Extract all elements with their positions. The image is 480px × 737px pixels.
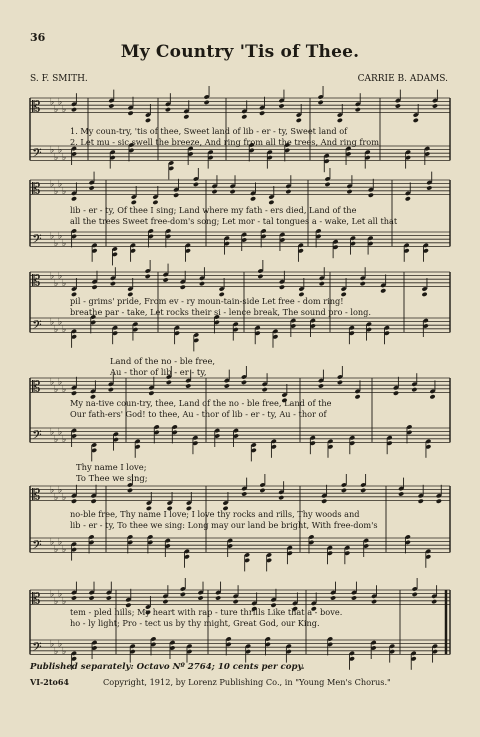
lyric-line: lib - er - ty, To thee we sing: Long may our land be bright, With free-dom's [70,520,378,530]
lyric-line: tem - pled hills; My heart with rap - ture thrills Like that a - bove. [70,607,343,617]
note-head [71,391,77,396]
note-head [337,118,343,123]
note-head [341,488,347,493]
flat-sign: ♭ [62,152,67,163]
flat-sign: ♭ [62,384,67,395]
upper-part-lyric: Thy name I love; [76,462,147,472]
flat-sign: ♭ [54,492,59,503]
upper-part-lyric: To Thee we sing; [76,473,148,483]
note-head [337,380,343,385]
flat-sign: ♭ [58,271,63,282]
flat-sign: ♭ [62,324,67,335]
note-head [250,196,256,201]
lyric-line: 2. Let mu - sic swell the breeze, And ring from all the trees, And ring from [70,137,379,147]
note-head [71,595,77,600]
upper-part-lyric: Land of the no - ble free, [110,356,216,366]
lyric-line: breathe par - take, Let rocks their si - lence break, The sound pro - long. [70,307,372,317]
note-head [262,387,268,392]
note-head [71,499,77,504]
flat-sign: ♭ [58,231,63,242]
note-head [241,491,247,496]
tenor-clef: 𝄡 [32,271,41,290]
song-title: My Country 'Tis of Thee. [120,42,360,62]
tenor-clef: 𝄡 [32,485,41,504]
note-head [431,599,437,604]
composer-credit: CARRIE B. ADAMS. [357,74,448,84]
note-head [413,118,419,123]
note-head [318,383,324,388]
note-head [162,599,168,604]
note-head [193,182,199,187]
flat-sign: ♭ [50,537,55,548]
note-head [71,107,77,112]
note-head [166,380,172,385]
flat-sign: ♭ [54,384,59,395]
flat-sign: ♭ [50,317,55,328]
lyric-line: pil - grims' pride, From ev - ry moun-tain-side Let free - dom ring! [70,296,344,306]
note-head [148,391,154,396]
note-head [321,499,327,504]
flat-sign: ♭ [50,145,55,156]
flat-sign: ♭ [54,434,59,445]
note-head [371,599,377,604]
flat-sign: ♭ [50,427,55,438]
note-head [163,277,169,282]
flat-sign: ♭ [50,377,55,388]
flat-sign: ♭ [58,485,63,496]
note-head [318,100,324,105]
published-note: Published separately: Octavo Nº 2764; 10 cents per copy. [30,662,305,672]
note-head [279,285,285,290]
note-head [180,285,186,290]
note-head [368,193,374,198]
flat-sign: ♭ [58,97,63,108]
flat-sign: ♭ [54,646,59,657]
note-head [180,592,186,597]
note-head [346,189,352,194]
note-head [257,274,263,279]
bass-clef: 𝄢 [32,145,42,164]
lyric-line: 1. My coun-try, 'tis of thee, Sweet land of lib - er - ty, Sweet land of [70,126,348,136]
note-head [360,488,366,493]
note-head [395,103,401,108]
note-head [432,103,438,108]
flat-sign: ♭ [50,639,55,650]
flat-sign: ♭ [62,434,67,445]
note-head [278,495,284,500]
note-head [398,491,404,496]
note-head [324,182,330,187]
note-head [278,103,284,108]
note-head [230,189,236,194]
flat-sign: ♭ [54,186,59,197]
note-head [355,107,361,112]
tenor-clef: 𝄡 [32,589,41,608]
note-head [211,189,217,194]
note-head [418,499,424,504]
note-head [128,111,134,116]
lyric-line: My na-tive coun-try, thee, Land of the no - ble free, Land of the [70,398,332,408]
note-head [405,196,411,201]
copyright-notice: Copyright, 1912, by Lorenz Publishing Co., in "Young Men's Chorus." [103,677,391,687]
flat-sign: ♭ [54,104,59,115]
flat-sign: ♭ [50,179,55,190]
note-head [199,281,205,286]
note-head [351,595,357,600]
bass-clef: 𝄢 [32,231,42,250]
note-head [183,114,189,119]
lyric-line: all the trees Sweet free-dom's song; Let mor - tal tongues a - wake, Let all that [70,216,398,226]
note-head [259,488,265,493]
lyric-line: Our fath-ers' God! to thee, Au - thor of lib - er - ty, Au - thor of [70,409,327,419]
tenor-clef: 𝄡 [32,179,41,198]
note-head [285,189,291,194]
flat-sign: ♭ [58,317,63,328]
note-head [204,100,210,105]
flat-sign: ♭ [62,596,67,607]
flat-sign: ♭ [54,238,59,249]
note-head [412,592,418,597]
note-head [224,383,230,388]
tenor-clef: 𝄡 [32,377,41,396]
note-head [233,599,239,604]
note-head [360,281,366,286]
note-head [173,193,179,198]
upper-part-lyric: Au - thor of lib - er - ty, [110,367,207,377]
flat-sign: ♭ [54,152,59,163]
flat-sign: ♭ [50,271,55,282]
flat-sign: ♭ [62,492,67,503]
flat-sign: ♭ [54,278,59,289]
tenor-clef: 𝄡 [32,97,41,116]
lyric-line: lib - er - ty, Of thee I sing; Land where my fath - ers died, Land of the [70,205,357,215]
flat-sign: ♭ [50,231,55,242]
flat-sign: ♭ [50,97,55,108]
plate-number: VI-2to64 [30,677,69,687]
flat-sign: ♭ [62,544,67,555]
note-head [296,118,302,123]
flat-sign: ♭ [54,324,59,335]
bass-clef: 𝄢 [32,537,42,556]
note-head [71,196,77,201]
flat-sign: ♭ [62,186,67,197]
note-head [198,595,204,600]
bass-clef: 𝄢 [32,639,42,658]
flat-sign: ♭ [58,427,63,438]
note-head [165,107,171,112]
flat-sign: ♭ [62,646,67,657]
note-head [393,391,399,396]
note-head [89,185,95,190]
note-head [110,281,116,286]
bass-clef: 𝄢 [32,317,42,336]
page-number: 36 [30,31,46,44]
note-head [127,488,133,493]
note-head [185,383,191,388]
flat-sign: ♭ [50,485,55,496]
flat-sign: ♭ [62,104,67,115]
note-head [426,185,432,190]
note-head [436,499,442,504]
note-head [215,595,221,600]
note-head [241,114,247,119]
note-head [145,118,151,123]
note-head [319,281,325,286]
flat-sign: ♭ [58,537,63,548]
flat-sign: ♭ [58,179,63,190]
flat-sign: ♭ [62,278,67,289]
lyric-line: ho - ly light; Pro - tect us by thy might, Great God, our King. [70,618,320,628]
note-head [108,387,114,392]
note-head [145,274,151,279]
flat-sign: ♭ [58,639,63,650]
note-head [330,595,336,600]
note-head [108,103,114,108]
flat-sign: ♭ [54,596,59,607]
note-head [89,595,95,600]
note-head [241,380,247,385]
note-head [106,595,112,600]
flat-sign: ♭ [58,589,63,600]
bass-clef: 𝄢 [32,427,42,446]
note-head [411,387,417,392]
note-head [91,499,97,504]
flat-sign: ♭ [62,238,67,249]
lyric-line: no-ble free, Thy name I love; I love thy rocks and rills, Thy woods and [70,509,360,519]
flat-sign: ♭ [54,544,59,555]
note-head [259,111,265,116]
flat-sign: ♭ [58,377,63,388]
flat-sign: ♭ [50,589,55,600]
note-head [380,288,386,293]
poet-credit: S. F. SMITH. [30,74,88,84]
flat-sign: ♭ [58,145,63,156]
note-head [91,285,97,290]
